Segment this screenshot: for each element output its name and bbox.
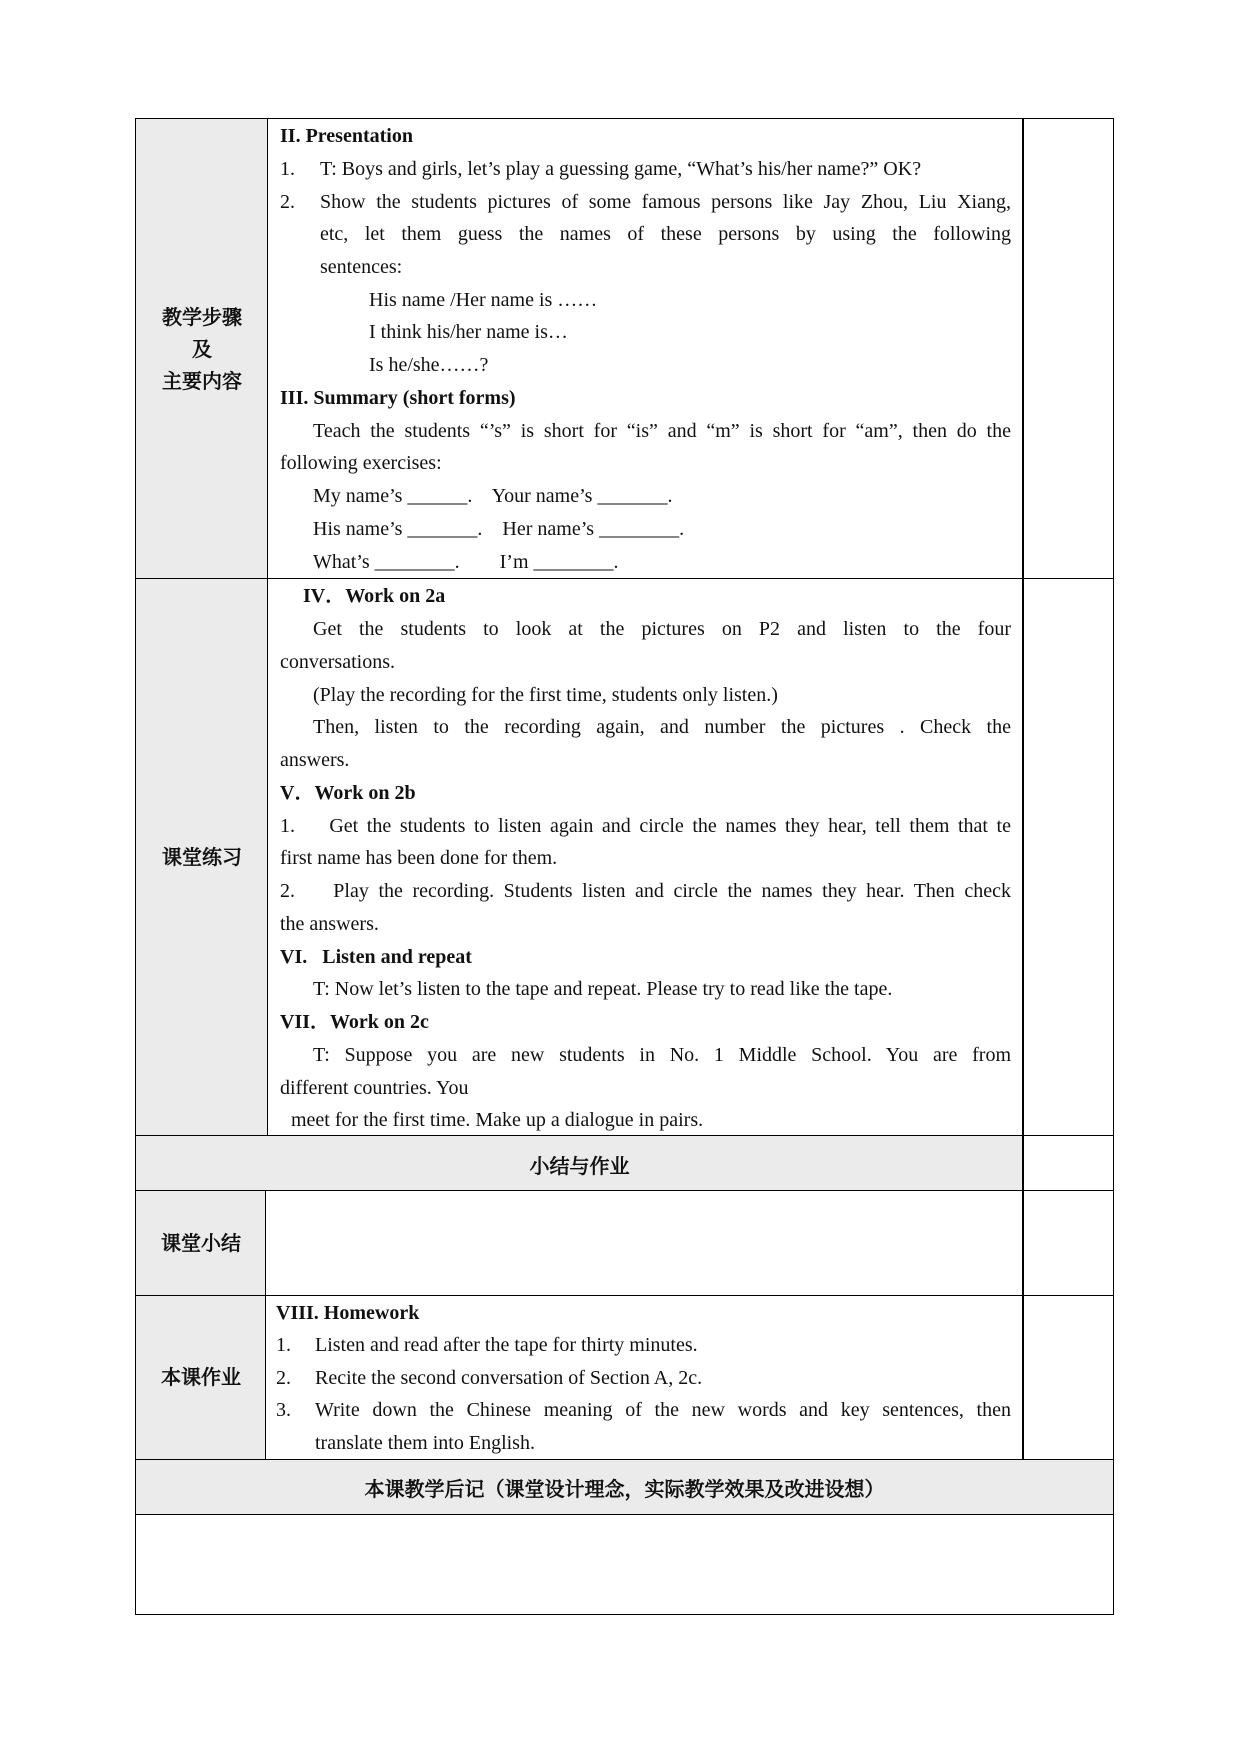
homework-item-2: Recite the second conversation of Section A, 2c. [315,1367,703,1389]
item-number: 3. [276,1399,291,1421]
work-2a-line: Get the students to look at the pictures on P2 and listen to the four [313,618,1011,640]
homework-heading: VIII. Homework [276,1302,420,1324]
class-practice-label: 课堂练习 [162,844,242,869]
homework-item-3-line: translate them into English. [315,1432,535,1454]
work-2b-line: 1. Get the students to listen again and circle the names they hear, tell them that te [280,815,1011,837]
table-border-right [1113,118,1114,1615]
work-2b-line: 2. Play the recording. Students listen and circle the names they hear. Then check [280,880,1011,902]
class-summary-label: 课堂小结 [161,1230,241,1255]
summary-line: following exercises: [280,452,442,474]
homework-item-3-line: Write down the Chinese meaning of the new words and key sentences, then [315,1399,1011,1421]
work-2c-line: different countries. You [280,1077,469,1099]
listen-repeat-line: T: Now let’s listen to the tape and repeat. Please try to read like the tape. [313,978,893,1000]
table-border-top [135,118,1114,119]
label-line-3: 主要内容 [162,368,242,393]
item-number: 2. [280,191,295,213]
col-divider-right [1022,118,1024,1459]
table-border-bottom [135,1614,1114,1615]
exercise-line: What’s ________. I’m ________. [313,551,619,573]
work-2a-line: (Play the recording for the first time, students only listen.) [313,684,778,706]
label-line-2: 及 [192,336,212,361]
work-2a-line: Then, listen to the recording again, and number the pictures . Check the [313,716,1011,738]
work-2c-line: T: Suppose you are new students in No. 1 Middle School. You are from [313,1044,1011,1066]
work-2c-heading: VII．Work on 2c [280,1011,429,1033]
presentation-item-1: T: Boys and girls, let’s play a guessing game, “What’s his/her name?” OK? [320,158,922,180]
example-sentence: Is he/she……? [369,354,489,376]
presentation-heading: II. Presentation [280,125,413,147]
summary-heading: III. Summary (short forms) [280,387,516,409]
reflection-title: 本课教学后记（课堂设计理念，实际教学效果及改进设想） [364,1477,885,1501]
presentation-item-2-line: sentences: [320,256,403,278]
teaching-steps-label [136,119,268,578]
work-2a-line: conversations. [280,651,395,673]
example-sentence: His name /Her name is …… [369,289,598,311]
summary-section-title: 小结与作业 [529,1153,630,1178]
summary-line: Teach the students “’s” is short for “is” and “m” is short for “am”, then do the [313,420,1011,442]
homework-item-1: Listen and read after the tape for thirty minutes. [315,1334,698,1356]
exercise-line: His name’s _______. Her name’s ________. [313,518,685,540]
homework-label: 本课作业 [161,1365,241,1389]
row-divider-1 [135,578,1114,579]
item-number: 1. [280,158,295,180]
presentation-item-2-line: etc, let them guess the names of these persons by using the following [320,223,1011,245]
item-number: 1. [276,1334,291,1356]
exercise-line: My name’s ______. Your name’s _______. [313,485,673,507]
listen-repeat-heading: VI. Listen and repeat [280,946,472,968]
work-2c-line: meet for the first time. Make up a dialogue in pairs. [291,1109,704,1131]
work-2b-heading: V．Work on 2b [280,782,416,804]
presentation-item-2-line: Show the students pictures of some famous persons like Jay Zhou, Liu Xiang, [320,191,1011,213]
label-line-1: 教学步骤 [162,304,242,329]
row-divider-4 [135,1295,1114,1296]
example-sentence: I think his/her name is… [369,321,568,343]
work-2b-line: first name has been done for them. [280,847,558,869]
work-2b-line: the answers. [280,913,379,935]
item-number: 2. [276,1367,291,1389]
work-2a-heading: IV．Work on 2a [303,585,446,607]
work-2a-line: answers. [280,749,350,771]
